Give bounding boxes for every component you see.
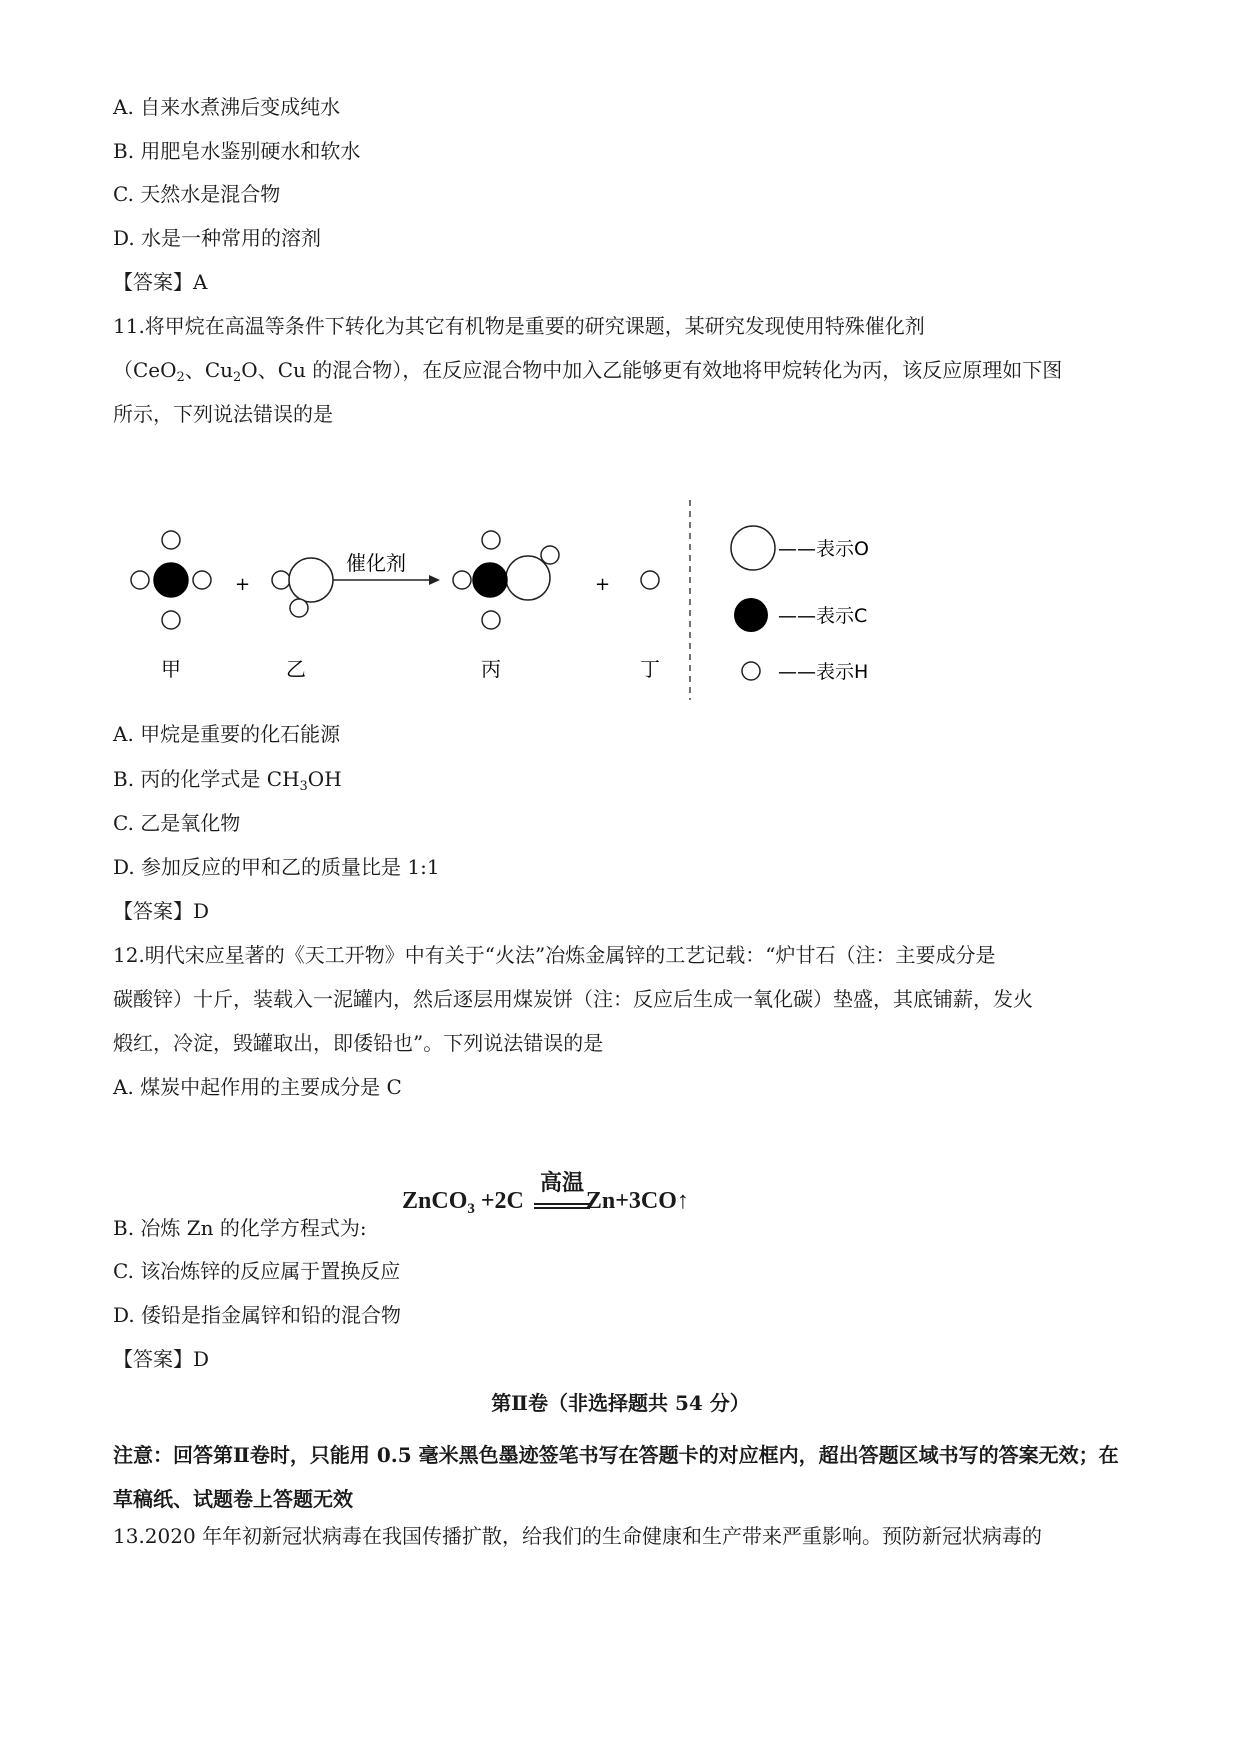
section-note: 注意：回答第Ⅱ卷时，只能用 0.5 毫米黑色墨迹签笔书写在答题卡的对应框内，超出答题区域书写的答案无效；在草稿纸、试题卷上答题无效	[113, 1443, 1119, 1511]
q11-stem-text: （CeO	[113, 358, 177, 382]
catalyst-label: 催化剂	[346, 551, 406, 575]
plus-sign: +	[235, 574, 251, 595]
q11-stem-line2	[113, 356, 1062, 392]
hydrogen-atom	[290, 599, 308, 617]
q12-option-b: B. 冶炼 Zn 的化学方程式为:	[113, 1216, 367, 1240]
plus-sign: +	[595, 574, 611, 595]
legend-carbon-icon	[734, 598, 768, 632]
hydrogen-atom	[272, 571, 290, 589]
legend-carbon-label: ——表示C	[778, 605, 868, 627]
q10-answer: 【答案】A	[113, 270, 208, 294]
q11-stem-text: 、Cu	[184, 358, 234, 382]
oxygen-atom	[289, 558, 333, 602]
carbon-atom	[154, 563, 188, 597]
subscript: 3	[299, 779, 308, 794]
q10-option-d: D. 水是一种常用的溶剂	[113, 226, 322, 250]
carbon-atom	[473, 563, 507, 597]
hydrogen-atom	[541, 546, 559, 564]
subscript: 2	[176, 370, 185, 385]
q10-option-b: B. 用肥皂水鉴别硬水和软水	[113, 139, 361, 163]
section-title: 第Ⅱ卷（非选择题共 54 分）	[491, 1391, 750, 1415]
q11-option-a: A. 甲烷是重要的化石能源	[113, 722, 341, 746]
label-bing: 丙	[481, 657, 501, 681]
molecule-jia	[131, 531, 211, 629]
q12-answer: 【答案】D	[113, 1347, 210, 1371]
q11-option-d: D. 参加反应的甲和乙的质量比是 1:1	[113, 855, 440, 879]
q12-option-d: D. 倭铅是指金属锌和铅的混合物	[113, 1303, 402, 1327]
legend-hydrogen-icon	[742, 662, 760, 680]
hydrogen-atom	[641, 571, 659, 589]
label-yi: 乙	[286, 657, 306, 681]
subscript: 3	[467, 1201, 475, 1217]
label-jia: 甲	[161, 657, 181, 681]
label-ding: 丁	[640, 657, 660, 681]
q11-option-b-text: OH	[307, 767, 342, 791]
hydrogen-atom	[482, 611, 500, 629]
q11-option-c: C. 乙是氧化物	[113, 811, 241, 835]
reaction-diagram	[113, 500, 1013, 705]
arrow-head	[429, 575, 440, 585]
equation-reactant: +2C	[474, 1188, 524, 1214]
equation-product: Zn+3CO↑	[585, 1188, 689, 1214]
q12-stem-line2: 碳酸锌）十斤，装载入一泥罐内，然后逐层用煤炭饼（注：反应后生成一氧化碳）垫盛，其底铺薪，发火	[113, 987, 1033, 1011]
hydrogen-atom	[162, 611, 180, 629]
hydrogen-atom	[193, 571, 211, 589]
q12-stem-line3: 煅红，冷淀，毁罐取出，即倭铅也”。下列说法错误的是	[113, 1031, 604, 1055]
molecule-yi	[272, 558, 333, 617]
chemical-equation	[402, 1166, 722, 1226]
q13-stem-line1: 13.2020 年年初新冠状病毒在我国传播扩散，给我们的生命健康和生产带来严重影响。预防新冠状病毒的	[113, 1524, 1043, 1548]
hydrogen-atom	[453, 571, 471, 589]
oxygen-atom	[506, 556, 550, 600]
q10-option-a: A. 自来水煮沸后变成纯水	[113, 95, 341, 119]
legend-oxygen-icon	[731, 526, 775, 570]
equation-body	[402, 1188, 689, 1218]
q12-option-c: C. 该冶炼锌的反应属于置换反应	[113, 1259, 401, 1283]
q12-stem-line1: 12.明代宋应星著的《天工开物》中有关于“火法”冶炼金属锌的工艺记载：“炉甘石（注：主要成分是	[113, 943, 996, 967]
q11-answer: 【答案】D	[113, 899, 210, 923]
q11-stem-text: O、Cu 的混合物），在反应混合物中加入乙能够更有效地将甲烷转化为丙，该反应原理如下图	[241, 358, 1063, 382]
hydrogen-atom	[162, 531, 180, 549]
legend-oxygen-label: ——表示O	[778, 538, 869, 560]
equation-reactant: ZnCO	[402, 1188, 468, 1214]
hydrogen-atom	[482, 531, 500, 549]
q11-stem-line1: 11.将甲烷在高温等条件下转化为其它有机物是重要的研究课题，某研究发现使用特殊催化剂	[113, 314, 925, 338]
subscript: 2	[233, 370, 242, 385]
q11-option-b-text: B. 丙的化学式是 CH	[113, 767, 300, 791]
legend-hydrogen-label: ——表示H	[778, 661, 869, 683]
q11-option-b	[113, 765, 342, 801]
q12-option-a: A. 煤炭中起作用的主要成分是 C	[113, 1075, 402, 1099]
q10-option-c: C. 天然水是混合物	[113, 182, 281, 206]
hydrogen-atom	[131, 571, 149, 589]
molecule-bing	[453, 531, 559, 629]
q11-stem-line3: 所示，下列说法错误的是	[113, 402, 333, 426]
equation-condition: 高温	[539, 1170, 584, 1195]
